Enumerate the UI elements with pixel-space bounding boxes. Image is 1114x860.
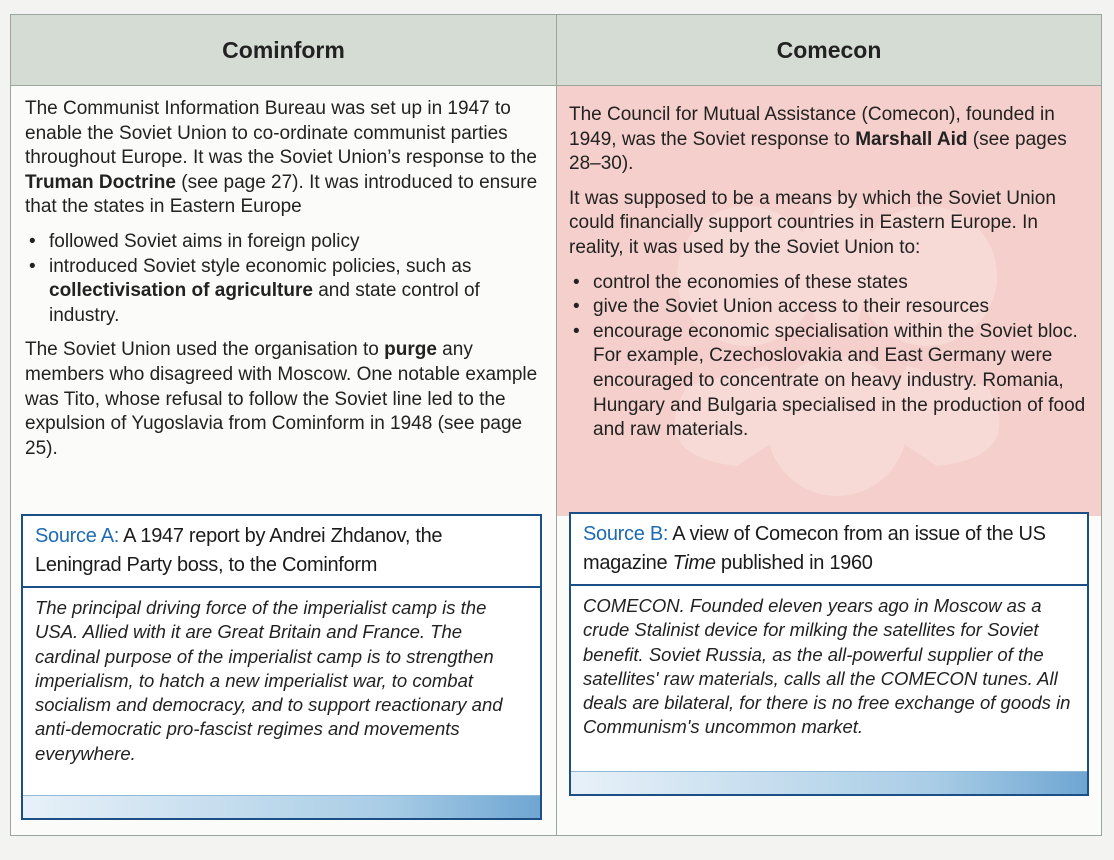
decorative-stripe [23, 795, 540, 818]
cominform-body [25, 97, 546, 471]
bullet-icon: • [573, 296, 580, 318]
text: followed Soviet aims in foreign policy [49, 230, 360, 252]
text: (see pages 28–30). [569, 128, 1067, 175]
comecon-column [557, 15, 1101, 835]
comecon-paragraph-1 [569, 103, 1087, 177]
source-a-box [21, 514, 542, 820]
source-b-title [571, 514, 1087, 586]
text: The Communist Information Bureau was set up in 1947 to enable the Soviet Union to co-ordinate communist parties throughout Europe. It was the Soviet Union’s response to the [25, 98, 537, 169]
list-item [25, 230, 546, 255]
text: and state control of industry. [49, 280, 480, 326]
bullet-icon: • [573, 271, 580, 293]
text: The Soviet Union used the organisation to [25, 339, 385, 361]
text: give the Soviet Union access to their resources [593, 296, 990, 318]
text: A 1947 report by Andrei Zhdanov, the Leningrad Party boss, to the Cominform [35, 525, 443, 576]
cominform-heading: Cominform [11, 15, 556, 86]
magazine-title: Time [672, 552, 716, 574]
comecon-bullet-list [569, 271, 1087, 443]
text: published in 1960 [715, 552, 873, 574]
bullet-icon: • [29, 255, 36, 277]
comecon-heading: Comecon [557, 15, 1101, 86]
key-term: Marshall Aid [855, 128, 968, 150]
list-item [569, 271, 1087, 296]
key-term: Truman Doctrine [25, 171, 176, 193]
text: encourage economic specialisation within the Soviet bloc. For example, Czechoslovakia and East Germany were encouraged to concentrate on heavy industry. Romania, Hungary and Bulgaria specialised in the production of food and raw materials. [593, 320, 1086, 441]
list-item [569, 295, 1087, 320]
text: control the economies of these states [593, 271, 908, 293]
text: introduced Soviet style economic policies, such as [49, 255, 472, 277]
cominform-paragraph-2 [25, 338, 546, 461]
source-a-quote: The principal driving force of the imperialist camp is the USA. Allied with it are Great Britain and France. The cardinal purpose of the imperialist camp is to strengthen imperialism, to hatch a new imperialist war, to combat socialism and democracy, and to support reactionary and anti-democratic pro-fascist regimes and movements everywhere. [35, 597, 503, 764]
text: any members who disagreed with Moscow. One notable example was Tito, whose refusal to follow the Soviet line led to the expulsion of Yugoslavia from Cominform in 1948 (see page 25). [25, 339, 538, 459]
source-a-title [23, 516, 540, 588]
bullet-icon: • [573, 320, 580, 342]
text: (see page 27). It was introduced to ensure that the states in Eastern Europe [25, 171, 538, 218]
bullet-icon: • [29, 230, 36, 252]
comparison-table [10, 14, 1102, 836]
decorative-stripe [571, 771, 1087, 794]
key-term: collectivisation of agriculture [49, 280, 313, 302]
source-a-label: Source A: [35, 525, 120, 547]
text: A view of Comecon from an issue of the US magazine [583, 523, 1046, 574]
key-term: purge [384, 339, 437, 361]
cominform-bullet-list [25, 230, 546, 328]
text: The Council for Mutual Assistance (Comecon), founded in 1949, was the Soviet response to [569, 104, 1055, 150]
comecon-paragraph-2: It was supposed to be a means by which the Soviet Union could financially support countries in Eastern Europe. In reality, it was used by the Soviet Union to: [569, 187, 1056, 258]
list-item [25, 255, 546, 329]
cominform-paragraph-1 [25, 97, 546, 220]
source-b-label: Source B: [583, 523, 669, 545]
cominform-column [11, 15, 557, 835]
source-b-box [569, 512, 1089, 796]
list-item [569, 320, 1087, 443]
comecon-body [569, 103, 1087, 453]
source-b-quote: COMECON. Founded eleven years ago in Moscow as a crude Stalinist device for milking the satellites for Soviet benefit. Soviet Russia, as the all-powerful supplier of the satellites' raw materials, calls all the COMECON tunes. All deals are bilateral, for there is no free exchange of goods in Communism's uncommon market. [583, 595, 1071, 738]
